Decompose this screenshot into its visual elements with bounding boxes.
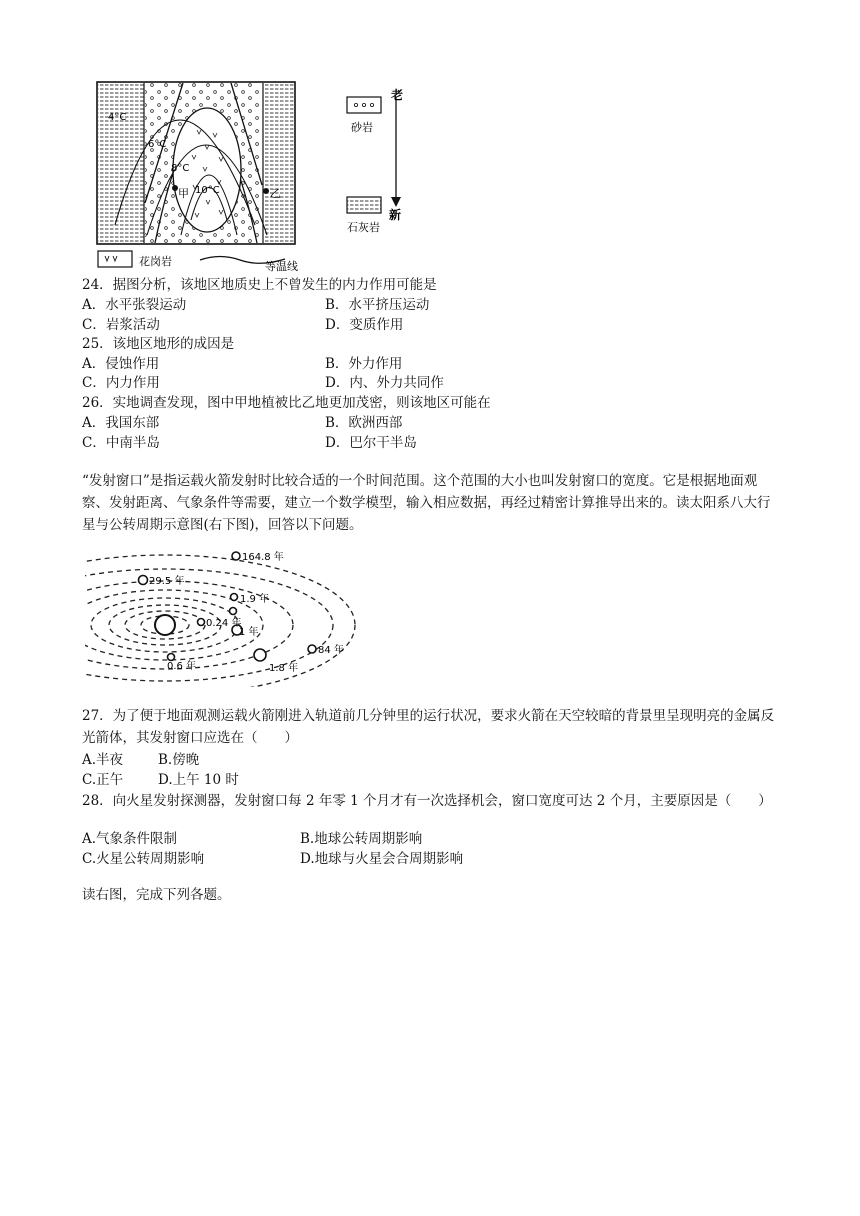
orbit-figure	[85, 545, 365, 687]
temp-label-10: 10°C	[195, 185, 220, 196]
q26-stem: 26．实地调查发现，图中甲地植被比乙地更加茂密，则该地区可能在	[82, 395, 491, 411]
point-yi-label: 乙	[270, 187, 281, 200]
q26-option-a[interactable]: A．我国东部	[82, 415, 160, 431]
q27-option-c[interactable]: C.正午	[82, 772, 124, 788]
q27-option-b[interactable]: B.傍晚	[158, 752, 200, 768]
legend-limestone-label: 石灰岩	[347, 221, 380, 234]
q28-option-d[interactable]: D.地球与火星会合周期影响	[300, 851, 464, 867]
q25-option-a[interactable]: A．侵蚀作用	[82, 356, 160, 372]
q24-stem: 24．据图分析，该地区地质史上不曾发生的内力作用可能是	[82, 277, 437, 293]
q24-option-a[interactable]: A．水平张裂运动	[82, 297, 187, 313]
temp-label-6: 6°C	[148, 139, 167, 150]
q28-option-c[interactable]: C.火星公转周期影响	[82, 851, 205, 867]
legend-isotherm-label: 等温线	[265, 260, 298, 273]
orbit-label-164-8: 164.8 年	[242, 552, 284, 563]
orbit-label-1-8: 1.8 年	[269, 663, 299, 674]
q27-option-a[interactable]: A.半夜	[82, 752, 124, 768]
temp-label-8: 8°C	[171, 163, 190, 174]
orbit-label-84: 84 年	[318, 645, 344, 656]
q28-stem: 28．向火星发射探测器，发射窗口每 2 年零 1 个月才有一次选择机会，窗口宽度可达 2 个月，主要原因是（ ）	[82, 793, 772, 809]
orbit-label-0-6: 0.6 年	[167, 661, 197, 672]
q26-option-b[interactable]: B．欧洲西部	[325, 415, 403, 431]
q24-option-d[interactable]: D．变质作用	[325, 317, 404, 333]
q26-option-c[interactable]: C．中南半岛	[82, 435, 160, 451]
closing-instruction: 读右图，完成下列各题。	[82, 887, 231, 903]
q24-option-b[interactable]: B．水平挤压运动	[325, 297, 430, 313]
q25-option-d[interactable]: D．内、外力共同作	[325, 375, 444, 391]
orbit-label-0-24: 0.24 年	[206, 618, 242, 629]
q25-option-b[interactable]: B．外力作用	[325, 356, 403, 372]
point-jia-label: 甲	[178, 187, 189, 200]
q28-option-a[interactable]: A.气象条件限制	[82, 831, 178, 847]
orbit-label-29-5: 29.5 年	[149, 576, 185, 587]
q24-option-c[interactable]: C．岩浆活动	[82, 317, 160, 333]
q25-stem: 25．该地区地形的成因是	[82, 336, 235, 352]
orbit-label-1: 1 年	[239, 627, 259, 638]
legend-granite-label: 花岗岩	[139, 255, 172, 268]
q26-option-d[interactable]: D．巴尔干半岛	[325, 435, 417, 451]
q25-option-c[interactable]: C．内力作用	[82, 375, 160, 391]
launch-window-passage: “发射窗口”是指运载火箭发射时比较合适的一个时间范围。这个范围的大小也叫发射窗口的宽度。它是根据地面观察、发射距离、气象条件等需要，建立一个数学模型，输入相应数据，再经过精密计算推导出来的。读太阳系八大行星与公转周期示意图(右下图)，回答以下问题。	[82, 473, 771, 533]
q27-option-d[interactable]: D.上午 10 时	[158, 772, 239, 788]
geology-figure	[85, 75, 430, 275]
legend-new-label: 新	[389, 208, 402, 222]
temp-label-4: 4°C	[108, 112, 127, 123]
legend-old-label: 老	[391, 88, 404, 102]
legend-sandstone-label: 砂岩	[351, 121, 373, 134]
orbit-label-1-9: 1.9 年	[240, 594, 270, 605]
q27-stem: 27．为了便于地面观测运载火箭刚进入轨道前几分钟里的运行状况，要求火箭在天空较暗的背景里呈现明亮的金属反光箭体，其发射窗口应选在（ ）	[82, 708, 775, 746]
q28-option-b[interactable]: B.地球公转周期影响	[300, 831, 423, 847]
